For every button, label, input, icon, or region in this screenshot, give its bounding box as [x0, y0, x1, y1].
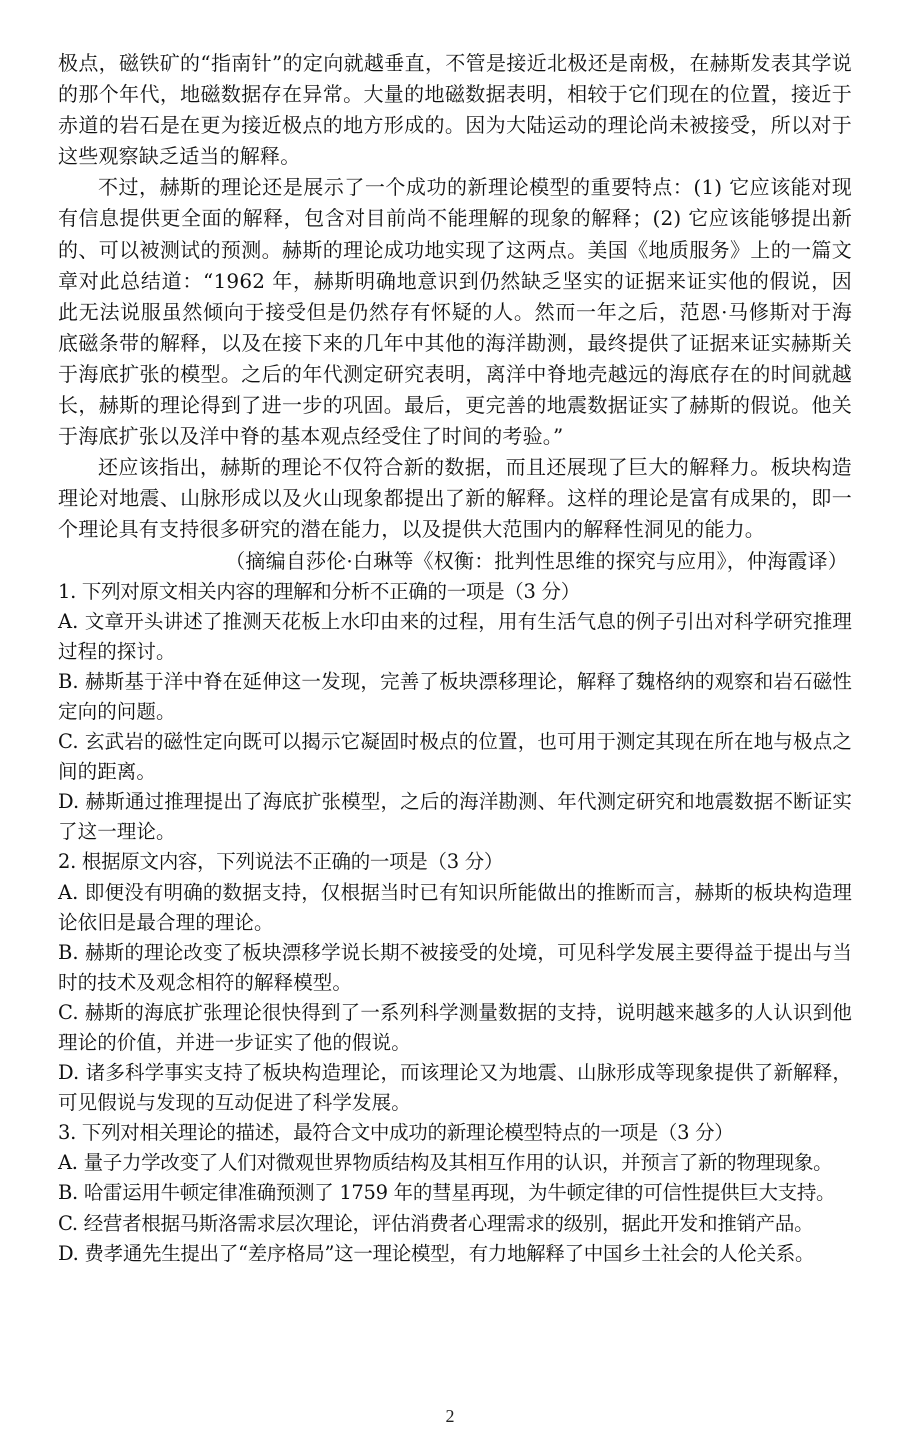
question-1-option-b: B. 赫斯基于洋中脊在延伸这一发现，完善了板块漂移理论，解释了魏格纳的观察和岩石磁性定向的问题。: [58, 669, 852, 723]
question-2-option-c: C. 赫斯的海底扩张理论很快得到了一系列科学测量数据的支持，说明越来越多的人认识到他理论的价值，并进一步证实了他的假说。: [58, 1000, 852, 1054]
question-3-option-c: C. 经营者根据马斯洛需求层次理论，评估消费者心理需求的级别，据此开发和推销产品。: [58, 1211, 814, 1235]
passage-paragraph-2: 不过，赫斯的理论还是展示了一个成功的新理论模型的重要特点：(1) 它应该能对现有信息提供更全面的解释，包含对目前尚不能理解的现象的解释；(2) 它应该能够提出新的、可以被测试的预测。赫斯的理论成功地实现了这两点。美国《地质服务》上的一篇文章对此总结道：“1962 年，赫斯明确地意识到仍然缺乏坚实的证据来证实他的假说，因此无法说服虽然倾向于接受但是仍然存有怀疑的人。然而一年之后，范恩·马修斯对于海底磁条带的解释，以及在接下来的几年中其他的海洋勘测，最终提供了证据来证实赫斯关于海底扩张的模型。之后的年代测定研究表明，离洋中脊地壳越远的海底存在的时间就越长，赫斯的理论得到了进一步的巩固。最后，更完善的地震数据证实了赫斯的假说。他关于海底扩张以及洋中脊的基本观点经受住了时间的考验。”: [58, 175, 852, 449]
question-1-stem: 1. 下列对原文相关内容的理解和分析不正确的一项是（3 分）: [58, 579, 580, 603]
question-3-stem: 3. 下列对相关理论的描述，最符合文中成功的新理论模型特点的一项是（3 分）: [58, 1121, 734, 1145]
question-3: [58, 1118, 852, 1268]
exam-page: [58, 48, 852, 1269]
question-1-option-a: A. 文章开头讲述了推测天花板上水印由来的过程，用有生活气息的例子引出对科学研究推理过程的探讨。: [58, 609, 852, 663]
question-2-option-b: B. 赫斯的理论改变了板块漂移学说长期不被接受的处境，可见科学发展主要得益于提出与当时的技术及观念相符的解释模型。: [58, 940, 852, 994]
question-3-option-b: B. 哈雷运用牛顿定律准确预测了 1759 年的彗星再现，为牛顿定律的可信性提供巨大支持。: [58, 1181, 836, 1205]
question-1: [58, 577, 852, 848]
passage-paragraph-1: 极点，磁铁矿的“指南针”的定向就越垂直，不管是接近北极还是南极，在赫斯发表其学说的那个年代，地磁数据存在异常。大量的地磁数据表明，相较于它们现在的位置，接近于赤道的岩石是在更为接近极点的地方形成的。因为大陆运动的理论尚未被接受，所以对于这些观察缺乏适当的解释。: [58, 51, 852, 169]
question-3-option-a: A. 量子力学改变了人们对微观世界物质结构及其相互作用的认识，并预言了新的物理现象。: [58, 1151, 833, 1175]
question-3-option-d: D. 费孝通先生提出了“差序格局”这一理论模型，有力地解释了中国乡土社会的人伦关系。: [58, 1241, 815, 1265]
page-number: 2: [445, 1406, 455, 1426]
question-1-option-d: D. 赫斯通过推理提出了海底扩张模型，之后的海洋勘测、年代测定研究和地震数据不断证实了这一理论。: [58, 790, 852, 844]
question-2: [58, 847, 852, 1118]
passage-paragraph-3: 还应该指出，赫斯的理论不仅符合新的数据，而且还展现了巨大的解释力。板块构造理论对地震、山脉形成以及火山现象都提出了新的解释。这样的理论是富有成果的，即一个理论具有支持很多研究的潜在能力，以及提供大范围内的解释性洞见的能力。: [58, 455, 852, 542]
question-2-stem: 2. 根据原文内容，下列说法不正确的一项是（3 分）: [58, 850, 504, 874]
question-2-option-d: D. 诸多科学事实支持了板块构造理论，而该理论又为地震、山脉形成等现象提供了新解释，可见假说与发现的互动促进了科学发展。: [58, 1061, 852, 1115]
question-1-option-c: C. 玄武岩的磁性定向既可以揭示它凝固时极点的位置，也可用于测定其现在所在地与极点之间的距离。: [58, 730, 852, 784]
question-2-option-a: A. 即便没有明确的数据支持，仅根据当时已有知识所能做出的推断而言，赫斯的板块构造理论依旧是最合理的理论。: [58, 880, 852, 934]
passage-source-citation: （摘编自莎伦·白琳等《权衡：批判性思维的探究与应用》，仲海霞译）: [225, 548, 848, 573]
